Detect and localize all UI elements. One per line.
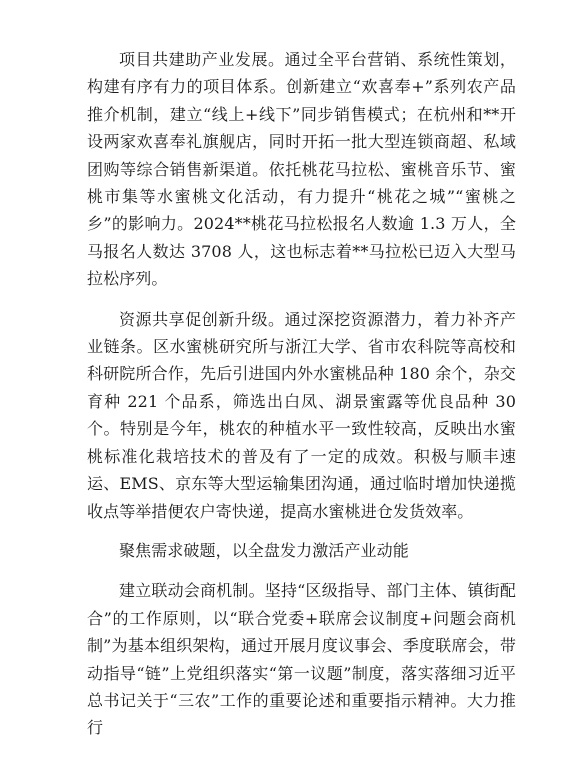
- paragraph-project-co-building: 项目共建助产业发展。通过全平台营销、系统性策划，构建有序有力的项目体系。创新建立“欢喜奉+”系列农产品推介机制，建立“线上+线下”同步销售模式；在杭州和**开设两家欢喜奉礼旗舰店，同时开拓一批大型连锁商超、私域团购等综合销售新渠道。依托桃花马拉松、蜜桃音乐节、蜜桃市集等水蜜桃文化活动，有力提升“桃花之城”“蜜桃之乡”的影响力。2024**桃花马拉松报名人数逾 1.3 万人，全马报名人数达 3708 人，这也标志着**马拉松已迈入大型马拉松序列。: [87, 50, 516, 289]
- paragraph-linkage-mechanism: 建立联动会商机制。坚持“区级指导、部门主体、镇街配合”的工作原则，以“联合党委+联席会议制度+问题会商机制”为基本组织架构，通过开展月度议事会、季度联席会，带动指导“链”上党组织落实“第一议题”制度，落实落细习近平总书记关于“三农”工作的重要论述和重要指示精神。大力推行: [87, 581, 516, 738]
- section-heading: 聚焦需求破题，以全盘发力激活产业动能: [119, 540, 409, 560]
- paragraph-resource-sharing: 资源共享促创新升级。通过深挖资源潜力，着力补齐产业链条。区水蜜桃研究所与浙江大学、省市农科院等高校和科研院所合作，先后引进国内外水蜜桃品种 180 余个，杂交育种 221 个品系，筛选出白凤、湖景蜜露等优良品种 30 个。特别是今年，桃农的种植水平一致性较高，反映出水蜜桃标准化栽培技术的普及有了一定的成效。积极与顺丰速运、EMS、京东等大型运输集团沟通，通过临时增加快递揽收点等举措便农户寄快递，提高水蜜桃进仓发货效率。: [87, 309, 516, 521]
